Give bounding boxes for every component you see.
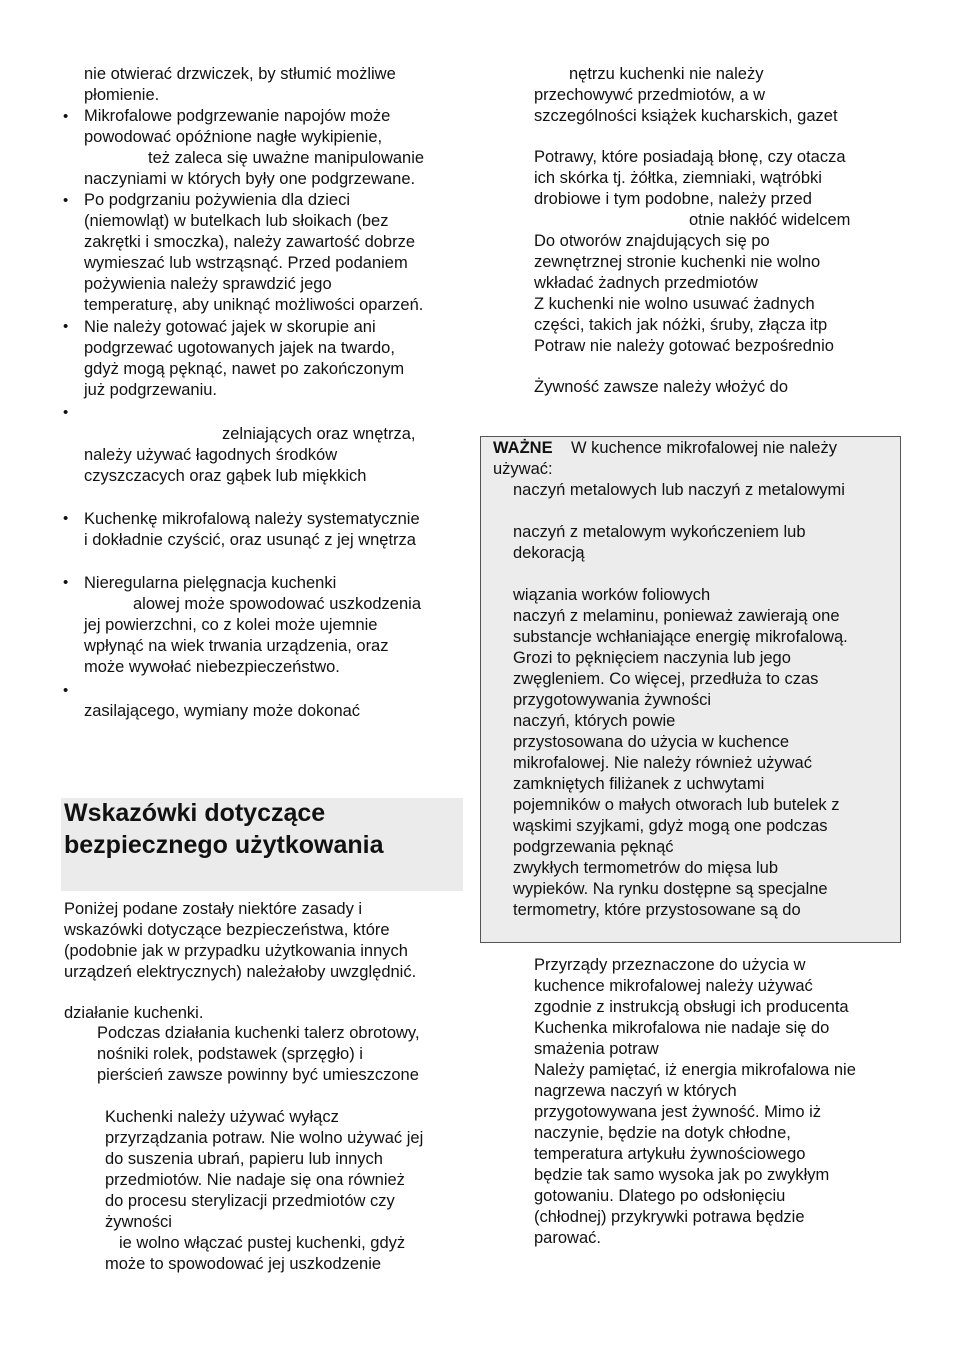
bullet-icon: • bbox=[63, 108, 69, 125]
text-line: kuchence mikrofalowej należy używać bbox=[534, 977, 813, 995]
text-line: podgrzewać ugotowanych jajek na twardo, bbox=[84, 339, 395, 357]
text-line: przedmiotów. Nie nadaje się ona również bbox=[105, 1171, 405, 1189]
text-line: urządzeń elektrycznych) należałoby uwzględnić. bbox=[64, 963, 417, 981]
text-line: temperatura artykułu żywnościowego bbox=[534, 1145, 806, 1163]
text-line: ich skórka tj. żółtka, ziemniaki, wątróbki bbox=[534, 169, 822, 187]
bullet-icon: • bbox=[63, 682, 69, 699]
text-line: Grozi to pęknięciem naczynia lub jego bbox=[513, 649, 791, 667]
text-line: Mikrofalowe podgrzewanie napojów może bbox=[84, 107, 391, 125]
text-line: otnie nakłóć widelcem bbox=[689, 211, 851, 229]
text-line: jej powierzchni, co z kolei może ujemnie bbox=[84, 616, 378, 634]
text-line: wpłynąć na wiek trwania urządzenia, oraz bbox=[84, 637, 389, 655]
text-line: będzie tak samo wysoka jak po zwykłym bbox=[534, 1166, 830, 1184]
bullet-icon: • bbox=[63, 318, 69, 335]
text-line: (niemowląt) w butelkach lub słoikach (bez bbox=[84, 212, 389, 230]
text-line: Poniżej podane zostały niektóre zasady i bbox=[64, 900, 363, 918]
important-label: WAŻNE bbox=[493, 439, 553, 457]
text-line: Podczas działania kuchenki talerz obrotowy, bbox=[97, 1024, 420, 1042]
text-line: naczynie, będzie na dotyk chłodne, bbox=[534, 1124, 791, 1142]
text-line: też zaleca się uważne manipulowanie bbox=[148, 149, 425, 167]
text-line: do procesu sterylizacji przedmiotów czy bbox=[105, 1192, 395, 1210]
text-line: przyrządzania potraw. Nie wolno używać jej bbox=[105, 1129, 424, 1147]
text-line: części, takich jak nóżki, śruby, złącza itp bbox=[534, 316, 828, 334]
text-line: do suszenia ubrań, papieru lub innych bbox=[105, 1150, 383, 1168]
text-line: Kuchenka mikrofalowa nie nadaje się do bbox=[534, 1019, 830, 1037]
text-line: zamkniętych filiżanek z uchwytami bbox=[513, 775, 765, 793]
text-line: Należy pamiętać, iż energia mikrofalowa nie bbox=[534, 1061, 856, 1079]
bullet-icon: • bbox=[63, 192, 69, 209]
text-line: pojemników o małych otworach lub butelek z bbox=[513, 796, 840, 814]
text-line: (chłodnej) przykrywki potrawa będzie bbox=[534, 1208, 805, 1226]
text-line: podgrzewania pęknąć bbox=[513, 838, 674, 856]
text-line: naczyń metalowych lub naczyń z metalowymi bbox=[513, 481, 845, 499]
text-line: naczyniami w których były one podgrzewane. bbox=[84, 170, 416, 188]
text-line: wypieków. Na rynku dostępne są specjalne bbox=[513, 880, 828, 898]
text-line: przygotowywania żywności bbox=[513, 691, 712, 709]
bullet-icon: • bbox=[63, 574, 69, 591]
text-line: nagrzewa naczyń w których bbox=[534, 1082, 737, 1100]
text-line: Potraw nie należy gotować bezpośrednio bbox=[534, 337, 834, 355]
text-line: temperaturę, aby uniknąć możliwości oparzeń. bbox=[84, 296, 424, 314]
text-line: i dokładnie czyścić, oraz usunąć z jej wnętrza bbox=[84, 531, 416, 549]
text-line: pierścień zawsze powinny być umieszczone bbox=[97, 1066, 419, 1084]
text-line: zgodnie z instrukcją obsługi ich producenta bbox=[534, 998, 849, 1016]
text-line: Nie należy gotować jajek w skorupie ani bbox=[84, 318, 376, 336]
text-line: zelniających oraz wnętrza, bbox=[222, 425, 416, 443]
text-line: należy używać łagodnych środków bbox=[84, 446, 338, 464]
text-line: naczyń, których powie bbox=[513, 712, 676, 730]
text-line: Potrawy, które posiadają błonę, czy otacza bbox=[534, 148, 846, 166]
text-line: szczególności książek kucharskich, gazet bbox=[534, 107, 838, 125]
section-heading-line: Wskazówki dotyczące bbox=[64, 799, 326, 827]
text-line: termometry, które przystosowane są do bbox=[513, 901, 801, 919]
text-line: zasilającego, wymiany może dokonać bbox=[84, 702, 361, 720]
text-line: przygotowywana jest żywność. Mimo iż bbox=[534, 1103, 822, 1121]
text-line: nośniki rolek, podstawek (sprzęgło) i bbox=[97, 1045, 363, 1063]
text-line: zwęgleniem. Co więcej, przedłuża to czas bbox=[513, 670, 819, 688]
text-line: Żywność zawsze należy włożyć do bbox=[534, 378, 789, 396]
text-line: ie wolno włączać pustej kuchenki, gdyż bbox=[119, 1234, 406, 1252]
text-line: może to spowodować jej uszkodzenie bbox=[105, 1255, 382, 1273]
text-line: pożywienia należy sprawdzić jego bbox=[84, 275, 332, 293]
text-line: drobiowe i tym podobne, należy przed bbox=[534, 190, 812, 208]
text-line: Nieregularna pielęgnacja kuchenki bbox=[84, 574, 337, 592]
text-line: dekoracją bbox=[513, 544, 585, 562]
text-line: alowej może spowodować uszkodzenia bbox=[133, 595, 421, 613]
text-line: Z kuchenki nie wolno usuwać żadnych bbox=[534, 295, 815, 313]
text-line: nie otwierać drzwiczek, by stłumić możliwe bbox=[84, 65, 396, 83]
text-line: żywności bbox=[105, 1213, 172, 1231]
text-line: wskazówki dotyczące bezpieczeństwa, które bbox=[64, 921, 390, 939]
text-line: nętrzu kuchenki nie należy bbox=[569, 65, 764, 83]
text-line: naczyń z metalowym wykończeniem lub bbox=[513, 523, 806, 541]
text-line: (podobnie jak w przypadku użytkowania innych bbox=[64, 942, 408, 960]
text-line: zakrętki i smoczka), należy zawartość dobrze bbox=[84, 233, 416, 251]
text-line: Kuchenki należy używać wyłącz bbox=[105, 1108, 339, 1126]
text-line: smażenia potraw bbox=[534, 1040, 659, 1058]
text-line: może wywołać niebezpieczeństwo. bbox=[84, 658, 340, 676]
text-line: płomienie. bbox=[84, 86, 160, 104]
text-line: wkładać żadnych przedmiotów bbox=[534, 274, 758, 292]
bullet-icon: • bbox=[63, 510, 69, 527]
text-line: naczyń z melaminu, ponieważ zawierają one bbox=[513, 607, 840, 625]
text-line: zewnętrznej stronie kuchenki nie wolno bbox=[534, 253, 821, 271]
text-line: W kuchence mikrofalowej nie należy bbox=[571, 439, 837, 457]
text-line: czyszczacych oraz gąbek lub miękkich bbox=[84, 467, 367, 485]
text-line: mikrofalowej. Nie należy również używać bbox=[513, 754, 812, 772]
bullet-icon: • bbox=[63, 404, 69, 421]
text-line: używać: bbox=[493, 460, 553, 478]
text-line: Do otworów znajdujących się po bbox=[534, 232, 770, 250]
section-heading-line: bezpiecznego użytkowania bbox=[64, 831, 384, 859]
text-line: zwykłych termometrów do mięsa lub bbox=[513, 859, 778, 877]
text-line: wąskimi szyjkami, gdyż mogą one podczas bbox=[513, 817, 828, 835]
text-line: powodować opóźnione nagłe wykipienie, bbox=[84, 128, 383, 146]
text-line: substancje wchłaniające energię mikrofalową. bbox=[513, 628, 848, 646]
text-line: już podgrzewaniu. bbox=[84, 381, 217, 399]
text-line: parować. bbox=[534, 1229, 601, 1247]
text-line: wiązania worków foliowych bbox=[513, 586, 711, 604]
text-line: Przyrządy przeznaczone do użycia w bbox=[534, 956, 806, 974]
text-line: Kuchenkę mikrofalową należy systematycznie bbox=[84, 510, 420, 528]
text-line: gdyż mogą pęknąć, nawet po zakończonym bbox=[84, 360, 405, 378]
text-line: przechowywć przedmiotów, a w bbox=[534, 86, 766, 104]
text-line: wymieszać lub wstrząsnąć. Przed podaniem bbox=[84, 254, 408, 272]
text-line: gotowaniu. Dlatego po odsłonięciu bbox=[534, 1187, 786, 1205]
text-line: przystosowana do użycia w kuchence bbox=[513, 733, 790, 751]
text-line: Po podgrzaniu pożywienia dla dzieci bbox=[84, 191, 350, 209]
text-line: działanie kuchenki. bbox=[64, 1004, 204, 1022]
